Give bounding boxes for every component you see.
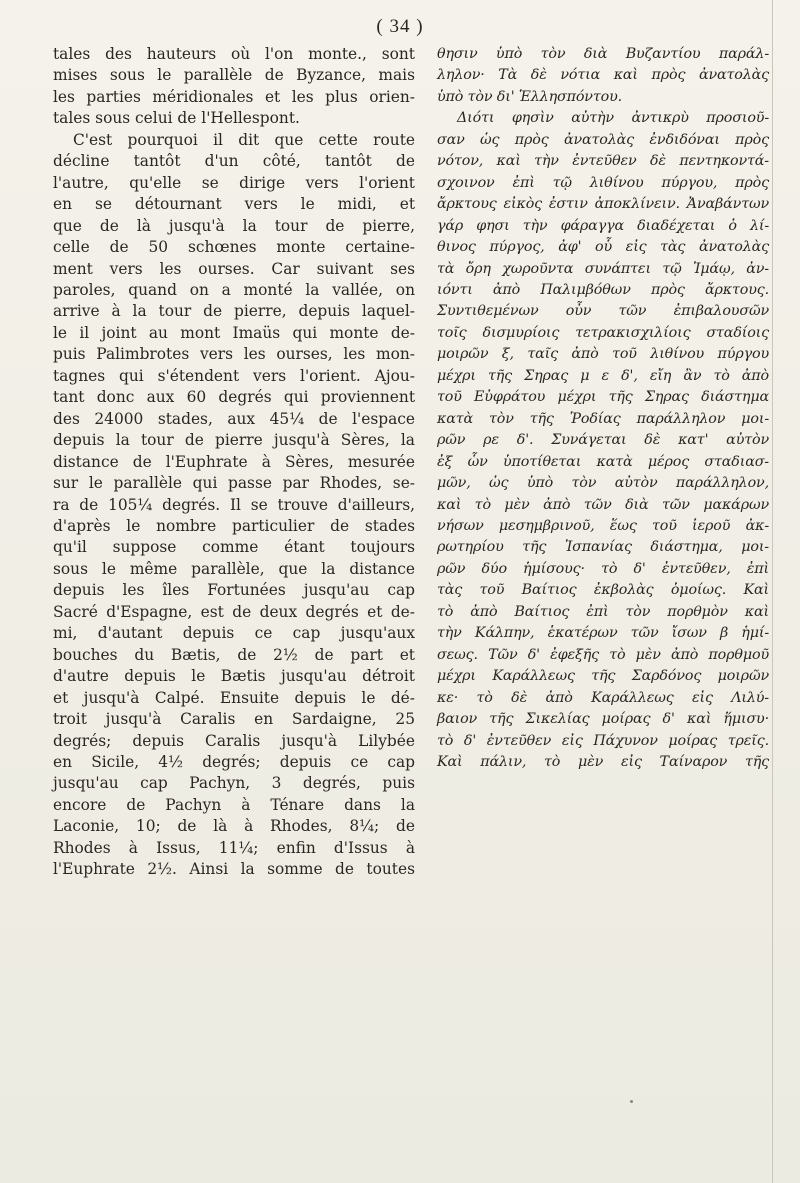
french-text-line: Laconie, 10; de là à Rhodes, 8¼; de: [53, 817, 415, 836]
greek-text-line: μοιρῶν ξ, ταῖς ἀπὸ τοῦ λιθίνου πύργου: [437, 346, 769, 363]
french-text-line: mi, d'autant depuis ce cap jusqu'aux: [53, 624, 415, 643]
greek-text-line: ληλον· Τὰ δὲ νότια καὶ πρὸς ἀνατολὰς: [437, 67, 769, 84]
greek-text-line: ρωτηρίου τῆς Ἰσπανίας διάστημα, μοι-: [437, 539, 769, 556]
greek-text-line: τὸ δ' ἐντεῦθεν εἰς Πάχυνον μοίρας τρεῖς.: [437, 732, 769, 749]
page-number: ( 34 ): [376, 16, 424, 37]
french-text-line: jusqu'au cap Pachyn, 3 degrés, puis: [53, 774, 415, 793]
french-text-line: que de là jusqu'à la tour de pierre,: [53, 216, 415, 235]
french-text-line: sur le parallèle qui passe par Rhodes, se-: [53, 474, 415, 493]
greek-text-line: θινος πύργος, ἀφ' οὗ εἰς τὰς ἀνατολὰς: [437, 239, 769, 256]
greek-text-line: ρῶν δύο ἡμίσους· τὸ δ' ἐντεῦθεν, ἐπὶ: [437, 560, 769, 577]
french-text-line: l'autre, qu'elle se dirige vers l'orient: [53, 173, 415, 192]
greek-text-line: τὰς τοῦ Βαίτιος ἐκβολὰς ὁμοίως. Καὶ: [437, 582, 769, 599]
greek-text-line: τὰ ὄρη χωροῦντα συνάπτει τῷ Ἰμάῳ, ἀν-: [437, 260, 769, 277]
french-text-line: qu'il suppose comme étant toujours: [53, 538, 415, 557]
french-text-line: puis Palimbrotes vers les ourses, les mon-: [53, 345, 415, 364]
greek-text-line: Διότι φησὶν αὐτὴν ἀντικρὺ προσιοῦ-: [457, 110, 769, 127]
greek-text-line: Καὶ πάλιν, τὸ μὲν εἰς Ταίναρον τῆς: [437, 753, 769, 770]
greek-text-line: καὶ τὸ μὲν ἀπὸ τῶν διὰ τῶν μακάρων: [437, 496, 769, 513]
french-text-line: distance de l'Euphrate à Sères, mesurée: [53, 452, 415, 471]
french-text-line: et jusqu'à Calpé. Ensuite depuis le dé-: [53, 688, 415, 707]
french-text-line: celle de 50 schœnes monte certaine-: [53, 238, 415, 257]
french-text-line: ment vers les ourses. Car suivant ses: [53, 259, 415, 278]
french-text-line: encore de Pachyn à Ténare dans la: [53, 795, 415, 814]
french-text-line: tant donc aux 60 degrés qui proviennent: [53, 388, 415, 407]
page-edge-divider: [772, 0, 773, 1183]
greek-text-line: τοῖς δισμυρίοις τετρακισχιλίοις σταδίοις: [437, 324, 769, 341]
greek-text-line: σεως. Τῶν δ' ἐφεξῆς τὸ μὲν ἀπὸ πορθμοῦ: [437, 646, 769, 663]
french-text-line: Rhodes à Issus, 11¼; enfin d'Issus à: [53, 838, 415, 857]
french-text-line: bouches du Bætis, de 2½ de part et: [53, 645, 415, 664]
greek-text-line: ρῶν ρε δ'. Συνάγεται δὲ κατ' αὐτὸν: [437, 432, 769, 449]
greek-text-line: νότον, καὶ τὴν ἐντεῦθεν δὲ πεντηκοντά-: [437, 153, 769, 170]
french-text-line: troit jusqu'à Caralis en Sardaigne, 25: [53, 710, 415, 729]
french-text-line: d'autre depuis le Bætis jusqu'au détroit: [53, 667, 415, 686]
french-text-line: en se détournant vers le midi, et: [53, 195, 415, 214]
greek-text-line: θησιν ὑπὸ τὸν διὰ Βυζαντίου παράλ-: [437, 46, 769, 62]
greek-text-line: ἐξ ὧν ὑποτίθεται κατὰ μέρος σταδιασ-: [437, 453, 769, 470]
greek-text-line: τοῦ Εὐφράτου μέχρι τῆς Σηρας διάστημα: [437, 389, 769, 406]
french-text-line: depuis les îles Fortunées jusqu'au cap: [53, 581, 415, 600]
french-text-line: les parties méridionales et les plus orien-: [53, 87, 415, 106]
greek-text-line: ἄρκτους εἰκὸς ἐστιν ἀποκλίνειν. Ἀναβάντων: [437, 196, 769, 213]
greek-text-line: τὸ ἀπὸ Βαίτιος ἐπὶ τὸν πορθμὸν καὶ: [437, 603, 769, 620]
greek-text-line: κε· τὸ δὲ ἀπὸ Καράλλεως εἰς Λιλύ-: [437, 689, 769, 706]
french-text-line: ra de 105¼ degrés. Il se trouve d'ailleurs,: [53, 495, 415, 514]
greek-text-line: βαιον τῆς Σικελίας μοίρας δ' καὶ ἥμισυ·: [437, 711, 769, 728]
french-text-line: d'après le nombre particulier de stades: [53, 516, 415, 535]
french-text-line: tales sous celui de l'Hellespont.: [53, 109, 300, 128]
french-text-line: l'Euphrate 2½. Ainsi la somme de toutes: [53, 860, 415, 879]
french-text-line: Sacré d'Espagne, est de deux degrés et de-: [53, 602, 415, 621]
french-text-line: sous le même parallèle, que la distance: [53, 559, 415, 578]
french-text-line: mises sous le parallèle de Byzance, mais: [53, 66, 415, 85]
paper-speck: [630, 1100, 633, 1103]
greek-text-line: μέχρι Καράλλεως τῆς Σαρδόνος μοιρῶν: [437, 668, 769, 685]
greek-text-line: Συντιθεμένων οὖν τῶν ἐπιβαλουσῶν: [437, 303, 769, 320]
french-text-line: arrive à la tour de pierre, depuis laquel-: [53, 302, 415, 321]
greek-text-line: μέχρι τῆς Σηρας μ ε δ', εἴη ἂν τὸ ἀπὸ: [437, 367, 769, 384]
french-text-line: des 24000 stades, aux 45¼ de l'espace: [53, 409, 415, 428]
greek-text-line: σχοινον ἐπὶ τῷ λιθίνου πύργου, πρὸς: [437, 174, 769, 191]
french-text-line: depuis la tour de pierre jusqu'à Sères, la: [53, 431, 415, 450]
greek-text-line: νήσων μεσημβρινοῦ, ἕως τοῦ ἱεροῦ ἀκ-: [437, 517, 769, 534]
french-text-column: [53, 44, 415, 881]
french-text-line: C'est pourquoi il dit que cette route: [73, 130, 415, 149]
greek-text-line: σαν ὡς πρὸς ἀνατολὰς ἐνδιδόναι πρὸς: [437, 131, 769, 148]
greek-text-line: γάρ φησι τὴν φάραγγα διαδέχεται ὁ λί-: [437, 217, 769, 234]
french-text-line: en Sicile, 4½ degrés; depuis ce cap: [53, 752, 415, 771]
greek-text-line: κατὰ τὸν τῆς Ῥοδίας παράλληλον μοι-: [437, 410, 769, 427]
french-text-line: tales des hauteurs où l'on monte., sont: [53, 45, 415, 63]
french-text-line: paroles, quand on a monté la vallée, on: [53, 280, 415, 299]
french-text-line: le il joint au mont Imaüs qui monte de-: [53, 323, 415, 342]
french-text-line: degrés; depuis Caralis jusqu'à Lilybée: [53, 731, 415, 750]
greek-text-line: μῶν, ὡς ὑπὸ τὸν αὐτὸν παράλληλον,: [437, 475, 769, 492]
french-text-line: décline tantôt d'un côté, tantôt de: [53, 152, 415, 171]
greek-text-line: τὴν Κάλπην, ἑκατέρων τῶν ἴσων β ἡμί-: [437, 625, 769, 642]
greek-text-line: ὑπὸ τὸν δι' Ἑλλησπόντου.: [437, 88, 623, 105]
greek-text-column: [437, 44, 769, 773]
greek-text-line: ιόντι ἀπὸ Παλιμβόθων πρὸς ἄρκτους.: [437, 281, 769, 298]
french-text-line: tagnes qui s'étendent vers l'orient. Ajou-: [53, 366, 415, 385]
